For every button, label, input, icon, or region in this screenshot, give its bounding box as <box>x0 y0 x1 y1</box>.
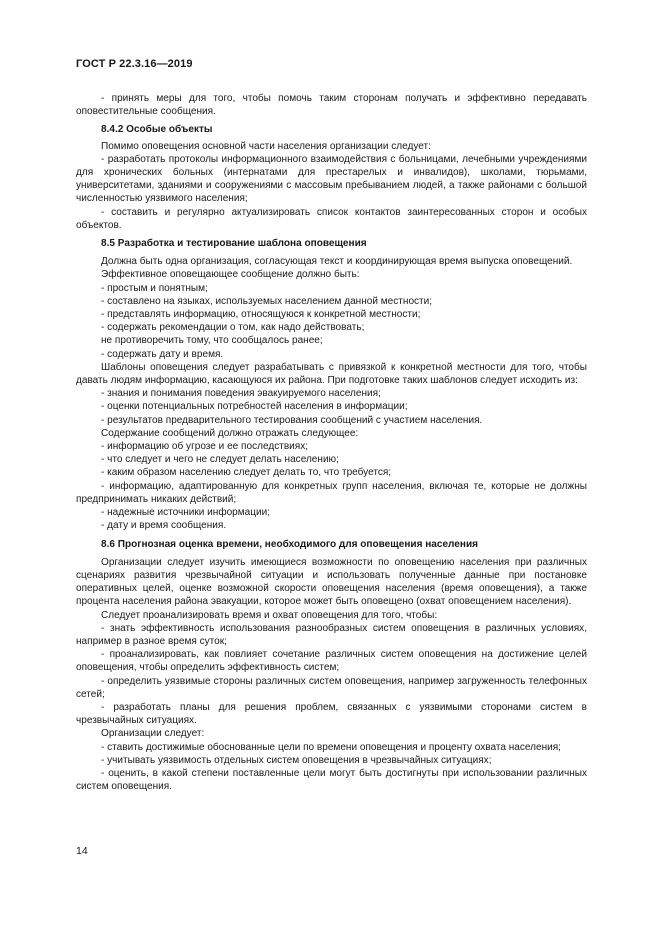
list-item: - разработать протоколы информационного взаимодействия с больницами, лечебными учреждениями для хронических больных (интернатами для престарелых и инвалидов), школами, тюрьмами, университетами, зданиями и сооружениями с массовым пребыванием людей, а также районами с большой численностью уязвимого населения; <box>76 153 587 205</box>
paragraph: Организации следует: <box>101 728 205 740</box>
list-item: - что следует и чего не следует делать населению; <box>101 454 339 466</box>
list-item: - простым и понятным; <box>101 282 208 294</box>
list-item: - ставить достижимые обоснованные цели по времени оповещения и проценту охвата населения; <box>101 741 561 753</box>
paragraph: - принять меры для того, чтобы помочь таким сторонам получать и эффективно передавать оповестительные сообщения. <box>76 93 587 118</box>
list-item: - составлено на языках, используемых населением данной местности; <box>101 295 433 307</box>
list-item: - проанализировать, как повлияет сочетание различных систем оповещения на достижение целей оповещения, чтобы определить эффективность систем; <box>76 649 587 674</box>
list-item: - информацию об угрозе и ее последствиях; <box>101 441 309 453</box>
paragraph: Должна быть одна организация, согласующая текст и координирующая время выпуска оповещений. <box>101 256 573 268</box>
document-header: ГОСТ Р 22.3.16—2019 <box>76 58 193 70</box>
list-item: не противоречить тому, что сообщалось ранее; <box>101 335 323 347</box>
list-item: - дату и время сообщения. <box>101 520 227 532</box>
list-item: - содержать дату и время. <box>101 348 224 360</box>
paragraph: Шаблоны оповещения следует разрабатывать с привязкой к конкретной местности для того, чтобы давать людям информацию, касающуюся их района. При подготовке таких шаблонов следует исходить из: <box>76 361 587 387</box>
list-item: - определить уязвимые стороны различных систем оповещения, например загруженность телефонных сетей; <box>76 675 587 700</box>
list-item: - разработать планы для решения проблем, связанных с уязвимыми сторонами систем в чрезвычайных ситуациях. <box>76 701 587 727</box>
section-heading: 8.6 Прогнозная оценка времени, необходимого для оповещения населения <box>101 538 478 550</box>
paragraph: Помимо оповещения основной части населения организации следует: <box>101 140 431 152</box>
list-item: - учитывать уязвимость отдельных систем оповещения в чрезвычайных ситуациях; <box>101 754 492 766</box>
section-heading: 8.5 Разработка и тестирование шаблона оповещения <box>101 238 367 250</box>
list-item: - содержать рекомендации о том, как надо действовать; <box>101 322 365 334</box>
list-item: - оценки потенциальных потребностей населения в информации; <box>101 401 408 413</box>
list-item: - оценить, в какой степени поставленные цели могут быть достигнуты при использовании различных систем оповещения. <box>76 767 587 793</box>
list-item: - каким образом населению следует делать то, что требуется; <box>101 467 392 479</box>
paragraph: Организации следует изучить имеющиеся возможности по оповещению населения при различных сценариях развития чрезвычайной ситуации и использовать полученные данные при постановке оперативных целей, оценке возможной скорости оповещения населения (время оповещения), а также процента населения района эвакуации, которое может быть оповещено (охват оповещением населения). <box>76 556 587 608</box>
list-item: - надежные источники информации; <box>101 507 271 519</box>
list-item: - составить и регулярно актуализировать список контактов заинтересованных сторон и особых объектов. <box>76 206 587 231</box>
list-item: - знать эффективность использования разнообразных систем оповещения в различных условиях, например в разное время суток; <box>76 622 587 647</box>
paragraph: Эффективное оповещающее сообщение должно быть: <box>101 269 360 281</box>
section-heading: 8.4.2 Особые объекты <box>101 124 213 136</box>
list-item: - информацию, адаптированную для конкретных групп населения, включая те, которые не должны предпринимать никаких действий; <box>76 480 587 505</box>
list-item: - представлять информацию, относящуюся к конкретной местности; <box>101 309 421 321</box>
paragraph: Содержание сообщений должно отражать следующее: <box>101 427 359 439</box>
list-item: - результатов предварительного тестирования сообщений с участием населения. <box>101 414 483 426</box>
page-number: 14 <box>76 845 88 857</box>
paragraph: Следует проанализировать время и охват оповещения для того, чтобы: <box>101 609 438 621</box>
document-body <box>76 92 587 793</box>
list-item: - знания и понимания поведения эвакуируемого населения; <box>101 388 381 400</box>
